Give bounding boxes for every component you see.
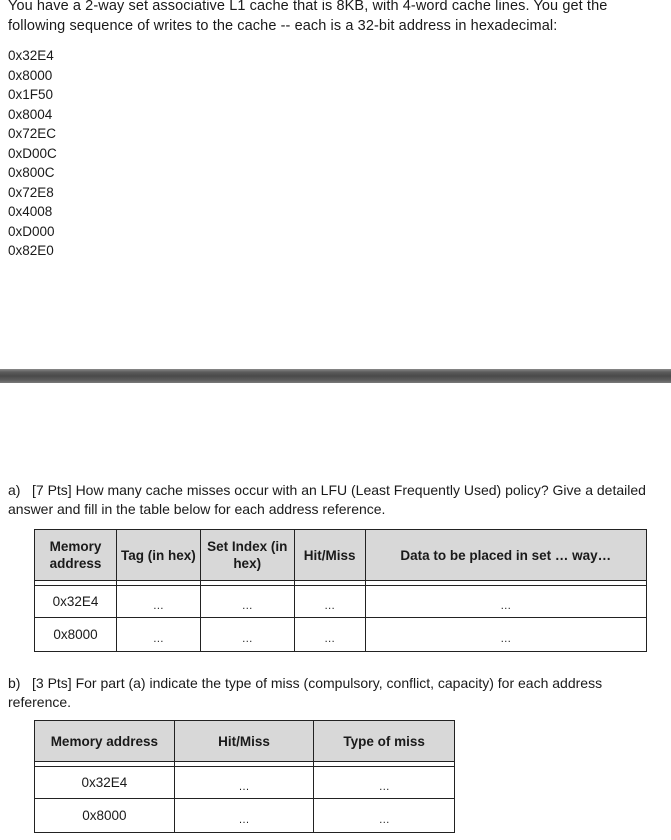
table-a-header-data-placed: Data to be placed in set … way…: [365, 530, 646, 581]
address-item: 0x72EC: [8, 126, 57, 141]
table-b-cell-hit-miss: …: [174, 767, 314, 799]
table-a-cell-set-index: …: [200, 586, 294, 618]
table-b: [34, 720, 455, 833]
table-row: [35, 799, 455, 833]
address-item: 0x32E4: [8, 48, 54, 63]
address-item: 0x1F50: [8, 87, 54, 102]
question-b-label: b): [8, 675, 21, 691]
address-item: 0x72E8: [8, 184, 54, 200]
table-a-cell-hit-miss: …: [294, 586, 365, 618]
question-a: [8, 481, 648, 519]
address-item: 0x800C: [8, 165, 55, 180]
table-b-header-hit-miss: Hit/Miss: [174, 721, 314, 762]
address-item: 0x8000: [8, 67, 53, 83]
table-a-cell-hit-miss: …: [294, 618, 365, 652]
question-b-text: [3 Pts] For part (a) indicate the type of miss (compulsory, conflict, capacity) for each address reference.: [8, 675, 603, 710]
table-a-header-memory-address: Memory address: [35, 530, 117, 581]
address-item: 0x4008: [8, 204, 53, 219]
question-b: [8, 674, 648, 712]
address-item: 0xD000: [8, 223, 55, 239]
address-item: 0x82E0: [8, 243, 54, 258]
table-row: [35, 586, 647, 618]
table-b-cell-address: 0x8000: [35, 799, 175, 833]
table-b-cell-hit-miss: …: [174, 799, 314, 833]
table-b-header-type-of-miss: Type of miss: [314, 721, 455, 762]
table-a: [34, 529, 647, 652]
problem-intro: You have a 2-way set associative L1 cache that is 8KB, with 4-word cache lines. You get the following sequence of writes to the cache -- each is a 32-bit address in hexadecimal:: [8, 0, 608, 34]
address-item: 0xD00C: [8, 145, 57, 161]
question-a-label: a): [8, 482, 21, 498]
table-a-cell-set-index: …: [200, 618, 294, 652]
page-divider: [0, 369, 671, 383]
table-row: [35, 618, 647, 652]
table-b-cell-type: …: [314, 767, 455, 799]
table-a-header-hit-miss: Hit/Miss: [294, 530, 365, 581]
table-a-cell-data: …: [365, 618, 646, 652]
address-list: [8, 46, 57, 261]
table-a-cell-address: 0x8000: [35, 618, 117, 652]
table-b-header-memory-address: Memory address: [35, 721, 175, 762]
table-row: [35, 767, 455, 799]
table-a-header-tag: Tag (in hex): [116, 530, 200, 581]
table-b-cell-type: …: [314, 799, 455, 833]
question-a-text: [7 Pts] How many cache misses occur with an LFU (Least Frequently Used) policy? Give a detailed answer and fill in the table below for each address reference.: [8, 482, 646, 517]
table-a-header-set-index: Set Index (in hex): [200, 530, 294, 581]
table-a-cell-address: 0x32E4: [35, 586, 117, 618]
table-b-cell-address: 0x32E4: [35, 767, 175, 799]
address-item: 0x8004: [8, 106, 53, 122]
table-a-cell-tag: …: [116, 618, 200, 652]
table-a-cell-tag: …: [116, 586, 200, 618]
table-a-cell-data: …: [365, 586, 646, 618]
